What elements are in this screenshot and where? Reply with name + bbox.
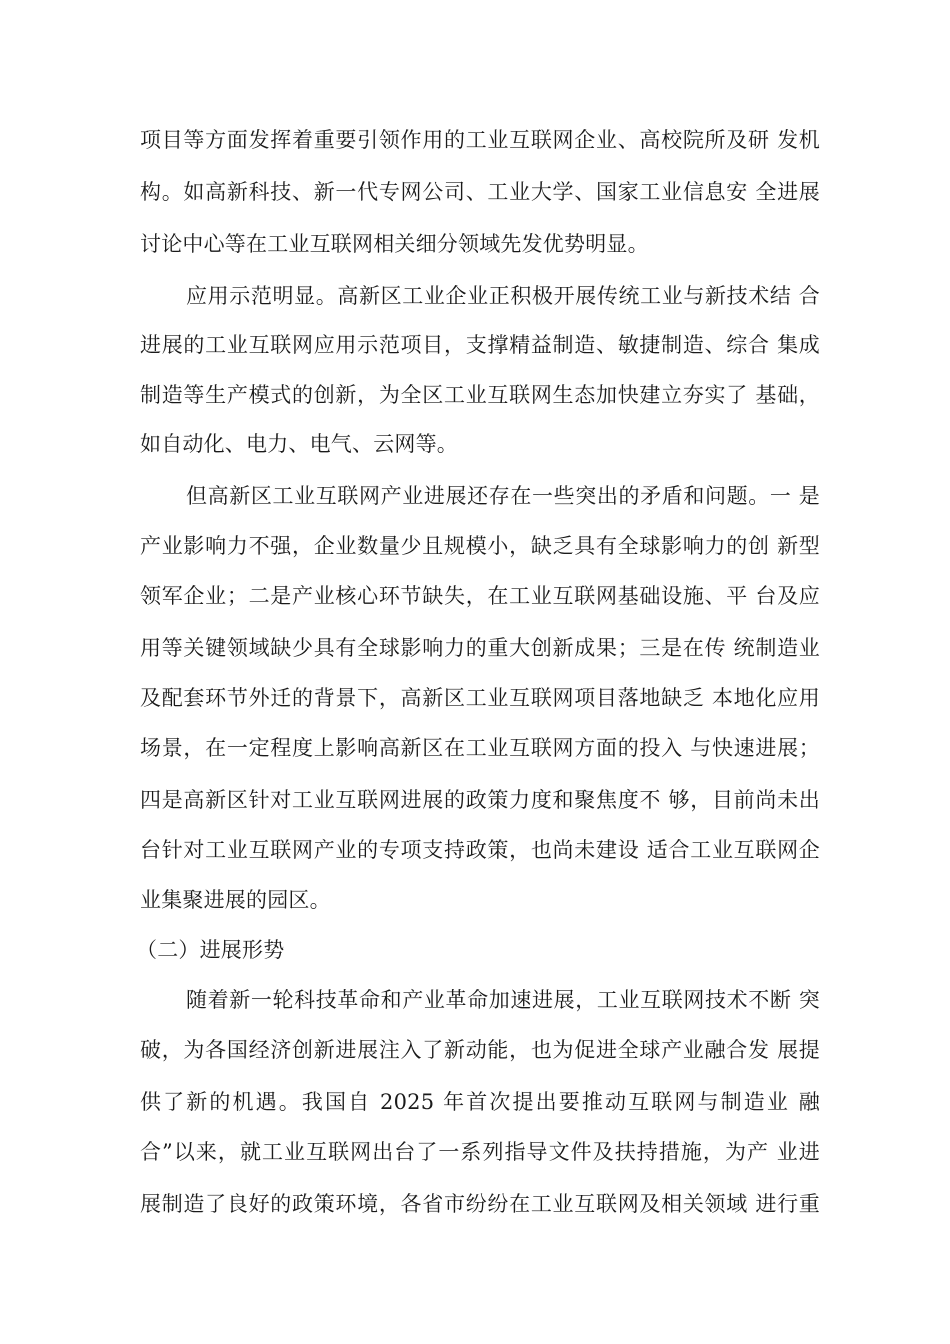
text-line: 场景，在一定程度上影响高新区在工业互联网方面的投入 与快速进展；: [140, 736, 820, 760]
text-line: 合”以来，就工业互联网出台了一系列指导文件及扶持措施，为产 业进: [140, 1140, 820, 1164]
text-line: 台针对工业互联网产业的专项支持政策，也尚未建设 适合工业互联网企: [140, 838, 820, 862]
text-line: 产业影响力不强，企业数量少且规模小，缺乏具有全球影响力的创 新型: [140, 534, 820, 558]
text-line: 讨论中心等在工业互联网相关细分领域先发优势明显。: [140, 232, 649, 256]
text-line: 用等关键领域缺少具有全球影响力的重大创新成果；三是在传 统制造业: [140, 636, 820, 660]
text-line: 破，为各国经济创新进展注入了新动能，也为促进全球产业融合发 展提: [140, 1038, 820, 1062]
text-line: 项目等方面发挥着重要引领作用的工业互联网企业、高校院所及研 发机: [140, 128, 820, 152]
text-line: 但高新区工业互联网产业进展还存在一些突出的矛盾和问题。一 是: [186, 484, 820, 508]
text-line: 随着新一轮科技革命和产业革命加速进展，工业互联网技术不断 突: [186, 988, 820, 1012]
text-line: 展制造了良好的政策环境，各省市纷纷在工业互联网及相关领域 进行重: [140, 1192, 820, 1216]
text-line: 领军企业；二是产业核心环节缺失，在工业互联网基础设施、平 台及应: [140, 584, 820, 608]
text-line: 构。如高新科技、新一代专网公司、工业大学、国家工业信息安 全进展: [140, 180, 820, 204]
text-line: 应用示范明显。高新区工业企业正积极开展传统工业与新技术结 合: [186, 284, 820, 308]
text-line: 供了新的机遇。我国自 2025 年首次提出要推动互联网与制造业 融: [140, 1090, 820, 1114]
text-line: 制造等生产模式的创新，为全区工业互联网生态加快建立夯实了 基础，: [140, 383, 820, 407]
text-line: 业集聚进展的园区。: [140, 888, 331, 912]
text-line: 及配套环节外迁的背景下，高新区工业互联网项目落地缺乏 本地化应用: [140, 686, 820, 710]
section-heading: （二）进展形势: [136, 938, 285, 962]
text-line: 进展的工业互联网应用示范项目，支撑精益制造、敏捷制造、综合 集成: [140, 333, 820, 357]
text-line: 四是高新区针对工业互联网进展的政策力度和聚焦度不 够，目前尚未出: [140, 788, 820, 812]
text-line: 如自动化、电力、电气、云网等。: [140, 432, 458, 456]
